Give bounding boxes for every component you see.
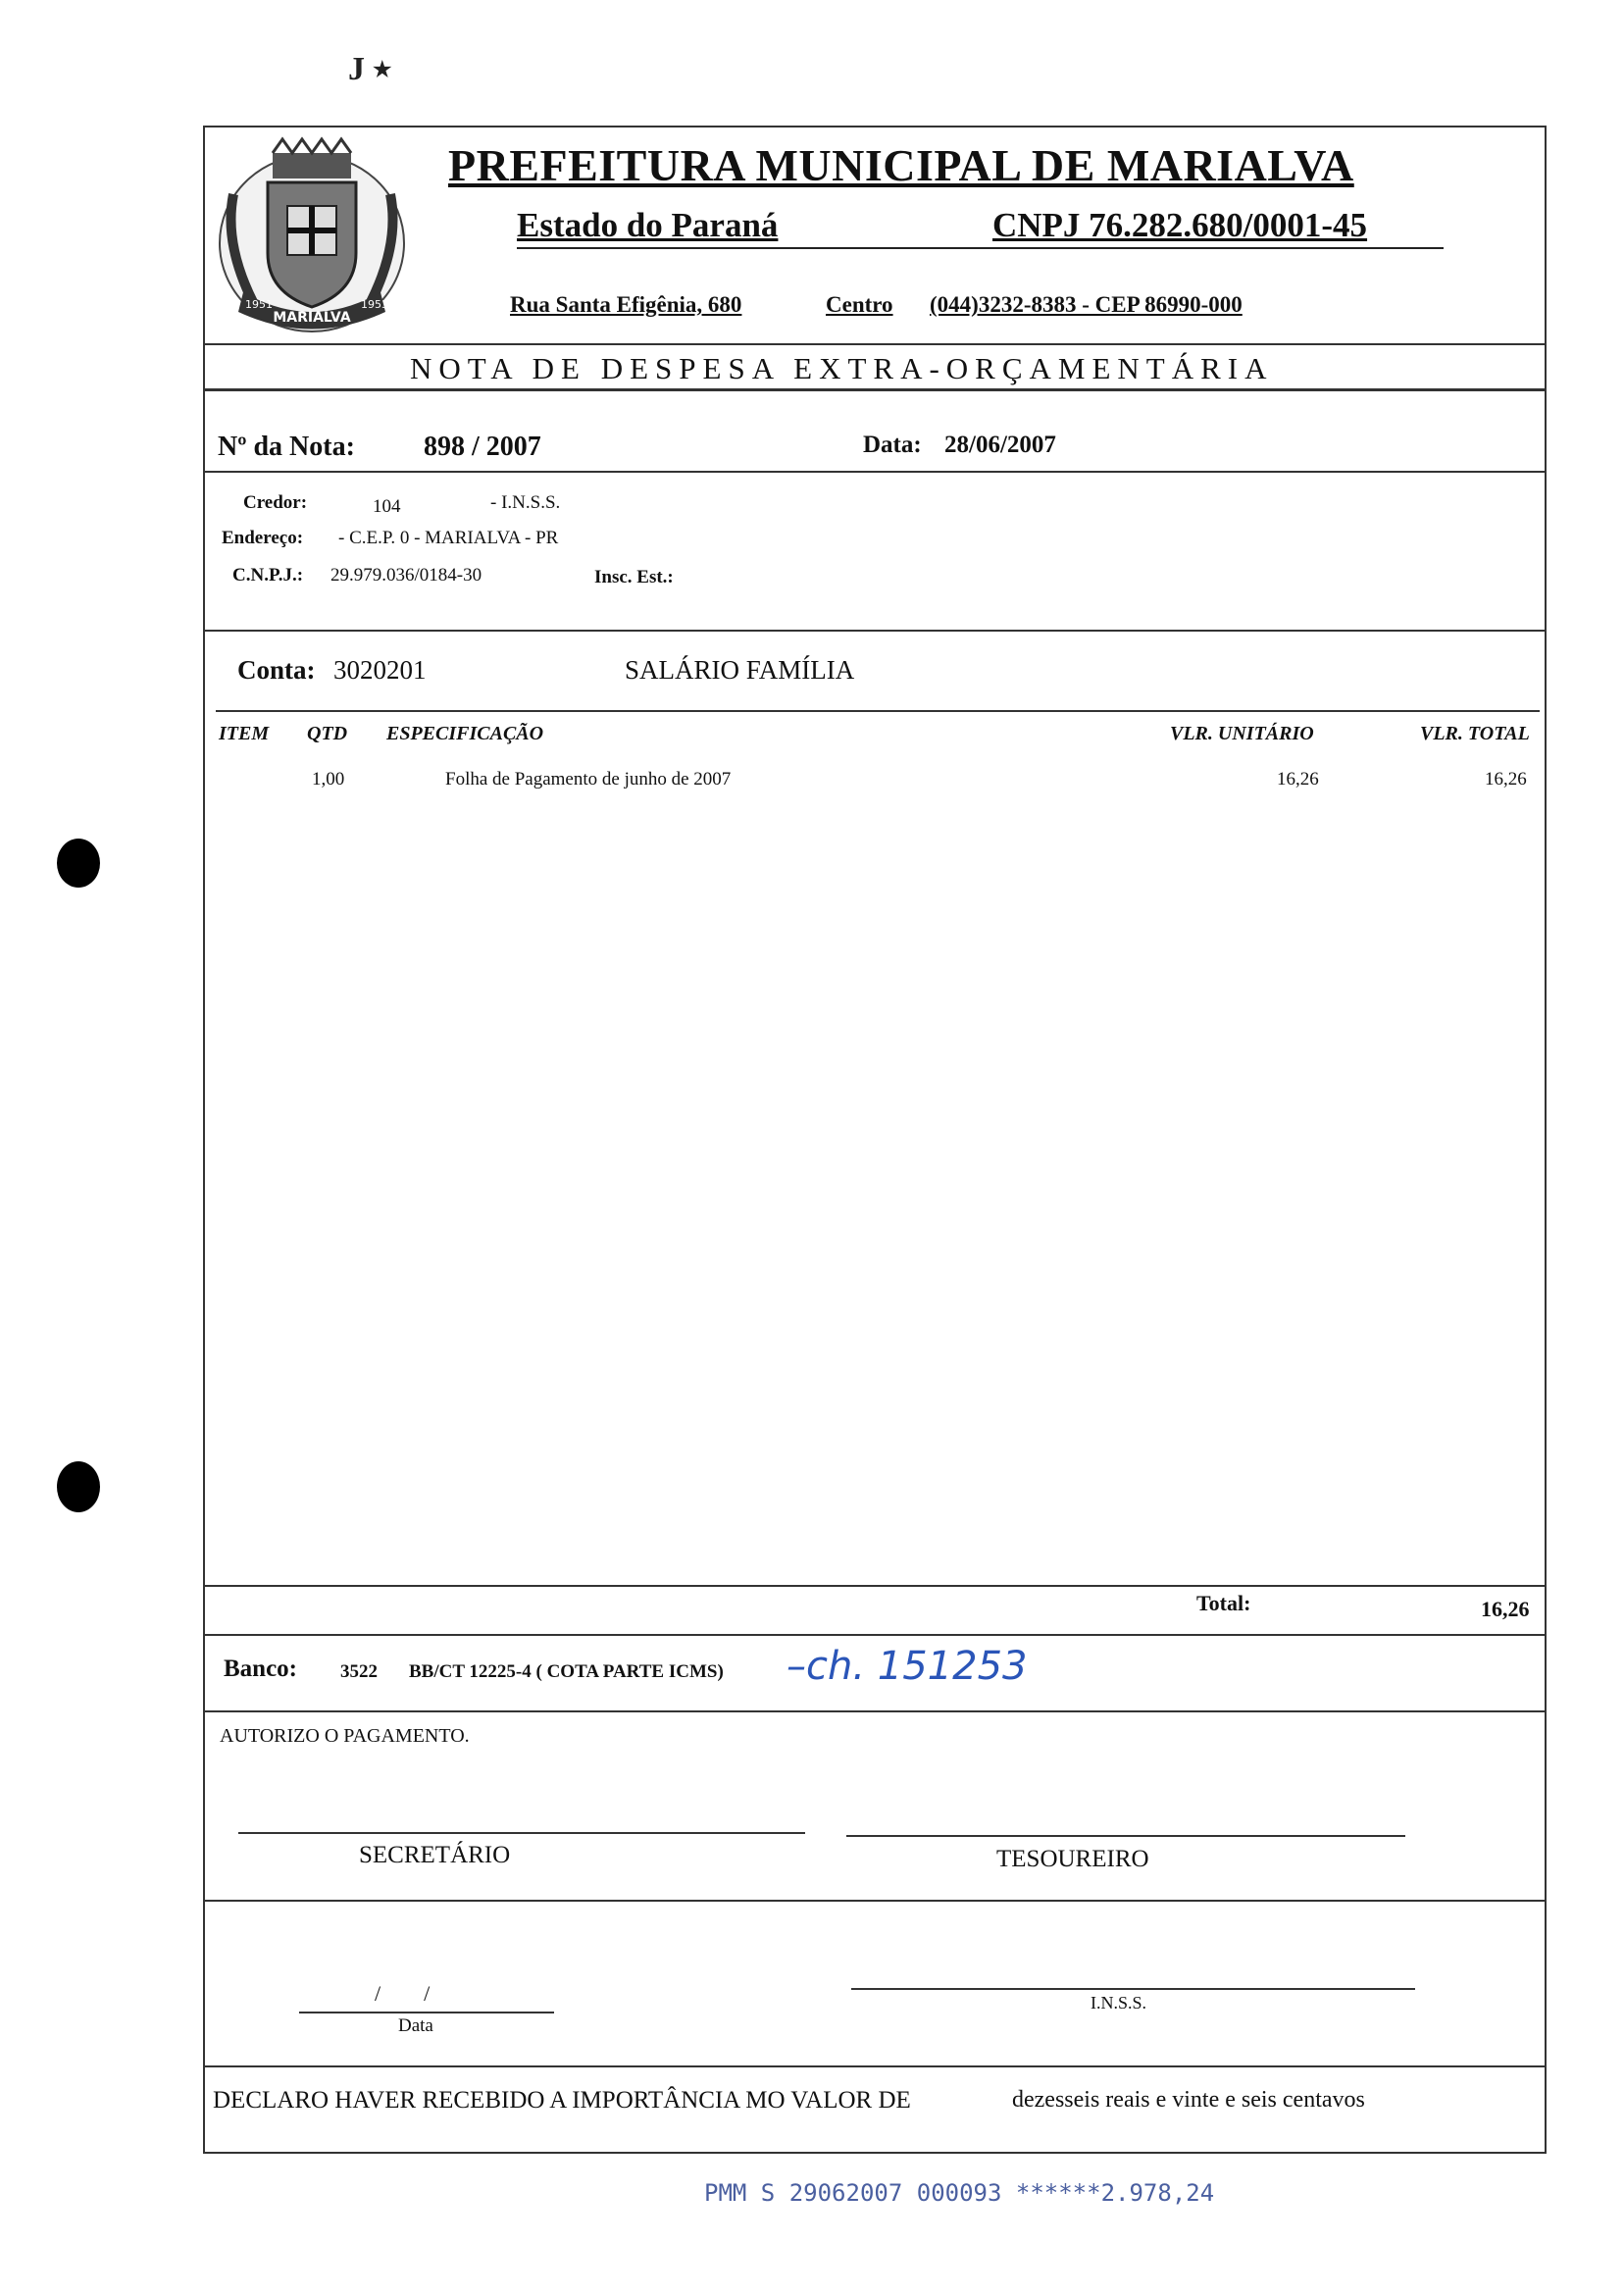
row-1-unit: 16,26	[1277, 769, 1319, 790]
bank-code: 3522	[340, 1661, 378, 1682]
divider-header	[203, 343, 1547, 345]
credor-code: 104	[373, 496, 401, 517]
state-name: Estado do Paraná	[517, 206, 779, 244]
declaration-text: DECLARO HAVER RECEBIDO A IMPORTÂNCIA MO VALOR DE	[213, 2087, 911, 2114]
phone-cep: (044)3232-8383 - CEP 86990-000	[930, 292, 1243, 317]
neighborhood: Centro	[826, 292, 893, 317]
pen-marks: J ٭	[348, 51, 392, 87]
divider-receipt	[203, 2065, 1547, 2067]
cnpj-value: 29.979.036/0184-30	[330, 565, 482, 586]
endereco-value: - C.E.P. 0 - MARIALVA - PR	[338, 528, 559, 548]
note-number: 898 / 2007	[424, 432, 541, 462]
handwritten-check-number: –ch. 151253	[787, 1644, 1028, 1689]
row-1-qtd: 1,00	[312, 769, 345, 790]
authorization-text: AUTORIZO O PAGAMENTO.	[220, 1725, 470, 1747]
payment-stamp: PMM S 29062007 000093 ******2.978,24	[704, 2179, 1215, 2207]
document-title: NOTA DE DESPESA EXTRA-ORÇAMENTÁRIA	[410, 351, 1274, 385]
note-number-label: Nº da Nota:	[218, 432, 355, 462]
col-header-qtd: QTD	[307, 723, 348, 744]
treasurer-label: TESOUREIRO	[996, 1846, 1149, 1872]
payee-label: I.N.S.S.	[1091, 1993, 1147, 2013]
punch-hole-bottom	[57, 1461, 100, 1512]
municipality-cnpj: CNPJ 76.282.680/0001-45	[992, 206, 1368, 244]
receipt-date-line	[299, 2012, 554, 2013]
svg-text:1951: 1951	[245, 298, 273, 311]
endereco-label: Endereço:	[222, 528, 304, 548]
total-value: 16,26	[1481, 1597, 1530, 1621]
street-address: Rua Santa Efigênia, 680	[510, 292, 742, 317]
svg-text:1953: 1953	[361, 298, 388, 311]
payee-signature-line	[851, 1988, 1415, 1990]
note-date-label: Data:	[863, 432, 922, 458]
col-header-spec: ESPECIFICAÇÃO	[386, 723, 544, 744]
col-header-unit: VLR. UNITÁRIO	[1170, 723, 1314, 744]
divider-note	[203, 471, 1547, 473]
total-label: Total:	[1196, 1591, 1251, 1615]
receipt-date-label: Data	[398, 2015, 433, 2036]
state-underline-extension	[517, 247, 1444, 249]
divider-title	[203, 388, 1547, 391]
secretary-signature-line	[238, 1832, 805, 1834]
account-number: 3020201	[333, 655, 427, 685]
municipal-seal-icon	[214, 135, 410, 341]
cnpj-label: C.N.P.J.:	[232, 565, 304, 586]
secretary-label: SECRETÁRIO	[359, 1842, 511, 1868]
receipt-date-slashes: / /	[375, 1981, 431, 2006]
divider-account	[216, 710, 1540, 712]
col-header-total: VLR. TOTAL	[1420, 723, 1530, 744]
col-header-item: ITEM	[219, 723, 270, 744]
bank-description: BB/CT 12225-4 ( COTA PARTE ICMS)	[409, 1661, 724, 1682]
credor-name: - I.N.S.S.	[490, 492, 561, 513]
amount-in-words: dezesseis reais e vinte e seis centavos	[1012, 2087, 1365, 2113]
row-1-spec: Folha de Pagamento de junho de 2007	[445, 769, 732, 790]
treasurer-signature-line	[846, 1835, 1405, 1837]
divider-creditor	[203, 630, 1547, 632]
municipality-title: PREFEITURA MUNICIPAL DE MARIALVA	[448, 140, 1354, 190]
divider-items-end	[203, 1585, 1547, 1587]
seal-label: MARIALVA	[273, 310, 351, 326]
credor-label: Credor:	[243, 492, 308, 513]
note-date: 28/06/2007	[944, 432, 1056, 458]
insc-est-label: Insc. Est.:	[594, 567, 674, 587]
account-label: Conta:	[237, 655, 316, 685]
divider-authorization	[203, 1900, 1547, 1902]
bank-label: Banco:	[224, 1656, 297, 1682]
divider-bank	[203, 1710, 1547, 1712]
row-1-total: 16,26	[1485, 769, 1527, 790]
punch-hole-top	[57, 839, 100, 888]
divider-total	[203, 1634, 1547, 1636]
account-name: SALÁRIO FAMÍLIA	[625, 655, 855, 685]
